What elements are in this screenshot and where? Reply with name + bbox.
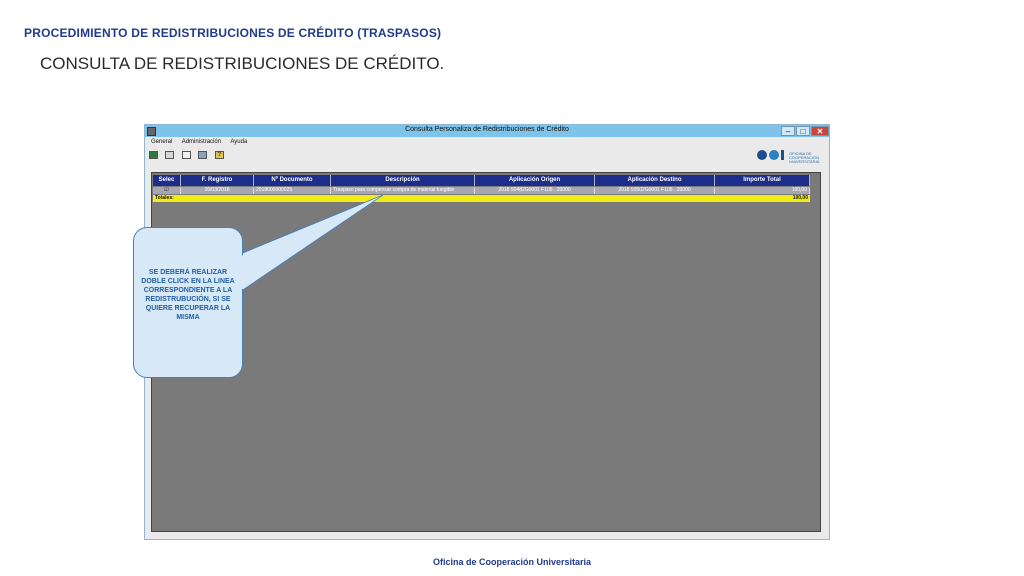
slide-header: PROCEDIMIENTO DE REDISTRIBUCIONES DE CRÉDITO (TRASPASOS) — [24, 26, 442, 40]
cell-descripcion: Traspaso para compensar compra de material fungible — [331, 187, 475, 194]
col-header-importe[interactable]: Importe Total — [715, 175, 810, 186]
col-header-destino[interactable]: Aplicación Destino — [595, 175, 715, 186]
help-icon[interactable]: ? — [215, 151, 224, 159]
slide-title: CONSULTA DE REDISTRIBUCIONES DE CRÉDITO. — [40, 54, 445, 73]
col-header-origen[interactable]: Aplicación Origen — [475, 175, 595, 186]
callout-text: SE DEBERÁ REALIZAR DOBLE CLICK EN LA LINEA CORRESPONDIENTE A LA REDISTRUBUCIÓN, SI SE QUIERE RECUPERAR LA MISMA — [141, 269, 235, 321]
logo-line-3: UNIVERSITARIA — [789, 159, 820, 164]
cell-origen: 2018 50482G0001 F105 . 20000 — [475, 187, 595, 194]
logo-line-1: OFICINA DE — [789, 151, 812, 156]
col-header-documento[interactable]: Nº Documento — [254, 175, 331, 186]
cell-documento: 2018000000025 — [254, 187, 331, 194]
col-header-fecha[interactable]: F. Registro — [181, 175, 254, 186]
close-button[interactable]: ✕ — [811, 126, 829, 136]
menu-general[interactable]: General — [151, 139, 173, 145]
col-header-selec[interactable]: Selec — [153, 175, 181, 186]
totals-label: Totales: — [155, 195, 174, 201]
row-select-checkbox[interactable]: ☑ — [153, 187, 181, 194]
cell-destino: 2018 50502G0001 F105 . 20000 — [595, 187, 715, 194]
menu-administracion[interactable]: Administración — [181, 139, 222, 145]
window-title: Consulta Personaliza de Redistribuciones de Crédito — [405, 126, 569, 133]
slide-footer: Oficina de Cooperación Universitaria — [432, 557, 592, 567]
logo-line-2: COOPERACIÓN — [789, 155, 820, 160]
minimize-button[interactable]: – — [781, 126, 795, 136]
cell-importe: 100,00 — [715, 187, 810, 194]
maximize-button[interactable]: □ — [796, 126, 810, 136]
cell-fecha: 26/03/2018 — [181, 187, 254, 194]
menu-ayuda[interactable]: Ayuda — [230, 139, 248, 145]
totals-value: 100,00 — [792, 195, 808, 201]
col-header-descripcion[interactable]: Descripción — [331, 175, 475, 186]
